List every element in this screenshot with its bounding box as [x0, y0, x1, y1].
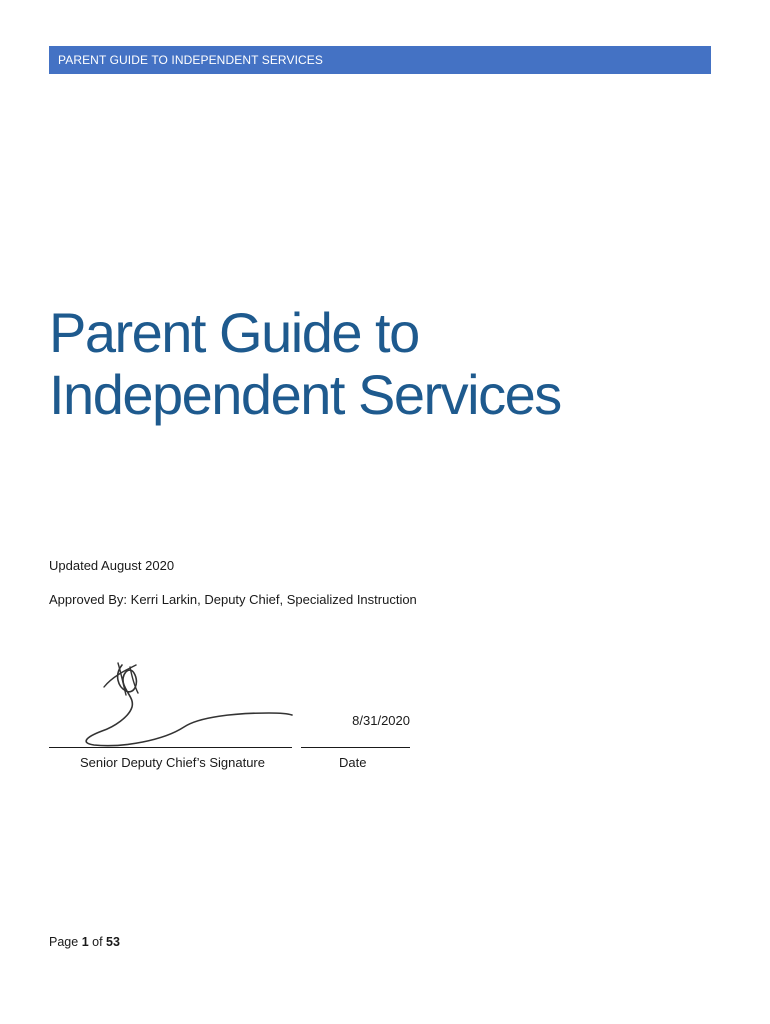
- updated-date-text: Updated August 2020: [49, 558, 175, 573]
- signature-date-value: 8/31/2020: [352, 713, 410, 728]
- page-number-footer: [49, 935, 120, 949]
- running-header-bar: [49, 46, 711, 74]
- handwritten-signature: [74, 655, 304, 750]
- signature-underline: [49, 747, 292, 748]
- page-prefix: Page: [49, 935, 79, 949]
- signature-caption: Senior Deputy Chief’s Signature: [80, 755, 265, 770]
- date-caption: Date: [339, 755, 367, 770]
- document-title-line-1: Parent Guide to: [49, 301, 419, 364]
- page-current: 1: [81, 935, 89, 949]
- signature-block: [49, 655, 419, 785]
- approved-by-text: Approved By: Kerri Larkin, Deputy Chief, Specialized Instruction: [49, 592, 417, 607]
- running-header-title: PARENT GUIDE TO INDEPENDENT SERVICES: [58, 53, 323, 67]
- page-of: of: [92, 935, 103, 949]
- document-title-line-2: Independent Services: [49, 363, 561, 426]
- page-total: 53: [106, 935, 120, 949]
- date-underline: [301, 747, 410, 748]
- document-title: [49, 302, 561, 426]
